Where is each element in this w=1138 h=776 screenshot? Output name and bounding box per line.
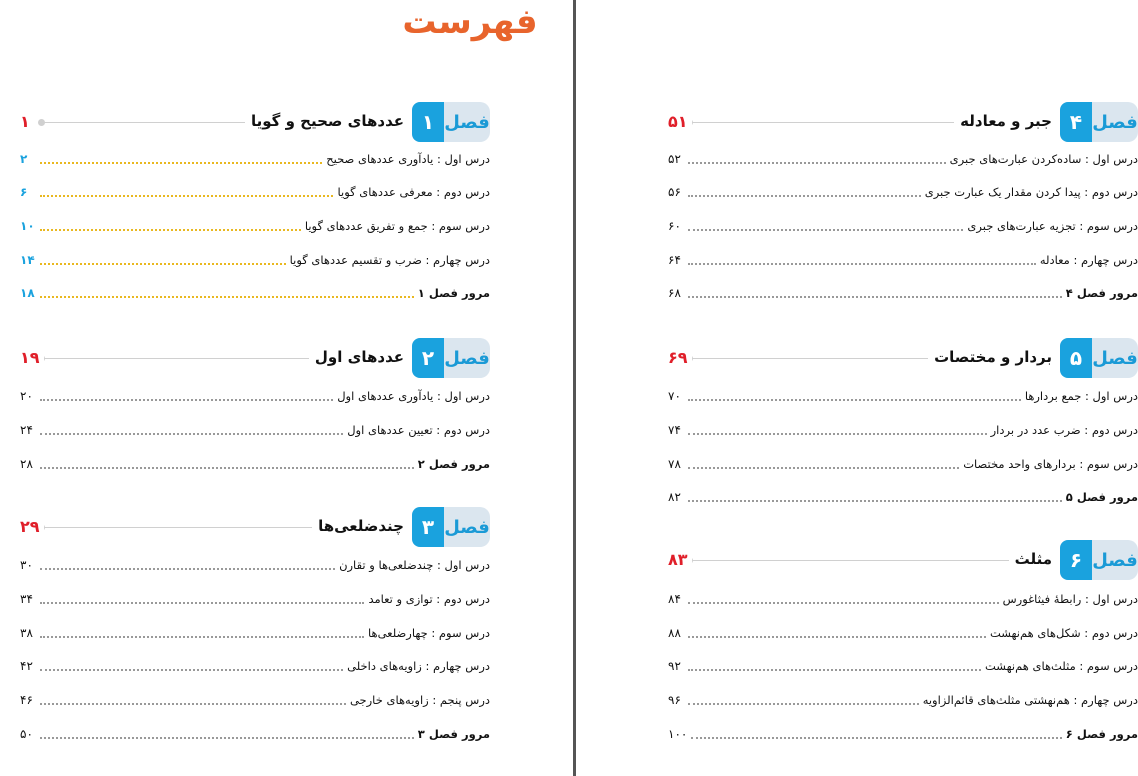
leader-dots bbox=[688, 288, 1062, 298]
chapter-page: ۸۳ bbox=[668, 550, 692, 569]
leader-dots bbox=[40, 391, 333, 401]
leader-dots bbox=[40, 154, 322, 164]
chapter-word: فصل bbox=[444, 102, 490, 142]
lesson-page: ۲ bbox=[20, 152, 28, 166]
chapter-number: ۴ bbox=[1060, 102, 1092, 142]
lesson-title: درس اول : یادآوری عددهای صحیح bbox=[326, 152, 490, 166]
chapter-title: عددهای صحیح و گویا bbox=[245, 112, 404, 130]
leader-dots bbox=[40, 628, 364, 638]
leader-dots bbox=[688, 459, 959, 469]
lesson-title: درس اول : یادآوری عددهای اول bbox=[337, 389, 490, 403]
chapter-header[interactable] bbox=[668, 102, 1138, 142]
lesson-title: درس دوم : پیدا کردن مقدار یک عبارت جبری bbox=[924, 185, 1138, 199]
lesson-page: ۱۸ bbox=[20, 286, 35, 300]
chapter-number: ۳ bbox=[412, 507, 444, 547]
leader-dots bbox=[40, 187, 333, 197]
lesson-page: ۲۰ bbox=[20, 389, 33, 403]
chapter-number: ۲ bbox=[412, 338, 444, 378]
lesson-entry[interactable] bbox=[20, 623, 490, 643]
leader-dots bbox=[40, 221, 301, 231]
lesson-page: ۶۸ bbox=[668, 286, 681, 300]
leader-dots bbox=[40, 594, 364, 604]
lesson-title: درس سوم : بردارهای واحد مختصات bbox=[963, 457, 1138, 471]
chapter-rule bbox=[688, 560, 1052, 561]
leader-dots bbox=[40, 255, 286, 265]
chapter-header[interactable] bbox=[668, 540, 1138, 580]
leader-dots bbox=[40, 695, 346, 705]
lesson-title: مرور فصل ۱ bbox=[417, 286, 490, 300]
lesson-title: درس دوم : ضرب عدد در بردار bbox=[990, 423, 1138, 437]
lesson-title: درس اول : جمع بردارها bbox=[1024, 389, 1138, 403]
lesson-page: ۵۶ bbox=[668, 185, 681, 199]
lesson-entry[interactable] bbox=[668, 250, 1138, 270]
lesson-entry[interactable] bbox=[20, 182, 490, 202]
leader-dots bbox=[688, 661, 981, 671]
lesson-entry[interactable] bbox=[668, 420, 1138, 440]
lesson-page: ۲۸ bbox=[20, 457, 33, 471]
lesson-entry[interactable] bbox=[20, 250, 490, 270]
lesson-entry[interactable] bbox=[668, 690, 1138, 710]
lesson-page: ۸۲ bbox=[668, 490, 681, 504]
chapter-title: عددهای اول bbox=[309, 348, 404, 366]
chapter-header[interactable] bbox=[20, 102, 490, 142]
lesson-entry[interactable] bbox=[20, 386, 490, 406]
lesson-page: ۶ bbox=[20, 185, 28, 199]
chapter-word: فصل bbox=[1092, 102, 1138, 142]
page-divider bbox=[573, 0, 576, 776]
chapter-word: فصل bbox=[1092, 338, 1138, 378]
chapter-page: ۲۹ bbox=[20, 517, 44, 536]
chapter-page: ۱۹ bbox=[20, 348, 44, 367]
lesson-page: ۹۶ bbox=[668, 693, 681, 707]
chapter-number: ۵ bbox=[1060, 338, 1092, 378]
lesson-page: ۳۸ bbox=[20, 626, 33, 640]
lesson-entry[interactable] bbox=[20, 283, 490, 303]
lesson-title: درس چهارم : ضرب و تقسیم عددهای گویا bbox=[289, 253, 490, 267]
chapter-header[interactable] bbox=[20, 338, 490, 378]
lesson-entry[interactable] bbox=[668, 216, 1138, 236]
chapter-number: ۶ bbox=[1060, 540, 1092, 580]
lesson-entry[interactable] bbox=[20, 454, 490, 474]
lesson-page: ۸۴ bbox=[668, 592, 681, 606]
lesson-entry[interactable] bbox=[668, 589, 1138, 609]
lesson-title: درس اول : چندضلعی‌ها و تقارن bbox=[339, 558, 490, 572]
lesson-title: مرور فصل ۳ bbox=[417, 727, 490, 741]
lesson-entry[interactable] bbox=[668, 656, 1138, 676]
leader-dots bbox=[688, 594, 999, 604]
chapter-title: مثلث bbox=[1009, 550, 1052, 568]
lesson-entry[interactable] bbox=[668, 149, 1138, 169]
lesson-entry[interactable] bbox=[20, 420, 490, 440]
lesson-page: ۷۴ bbox=[668, 423, 681, 437]
leader-dots bbox=[40, 459, 414, 469]
right-column bbox=[668, 0, 1138, 776]
lesson-page: ۶۰ bbox=[668, 219, 681, 233]
chapter-tab bbox=[412, 507, 490, 547]
leader-dots bbox=[688, 695, 919, 705]
lesson-entry[interactable] bbox=[668, 724, 1138, 744]
lesson-page: ۷۰ bbox=[668, 389, 681, 403]
lesson-entry[interactable] bbox=[20, 149, 490, 169]
lesson-title: درس دوم : معرفی عددهای گویا bbox=[337, 185, 490, 199]
lesson-title: درس سوم : تجزیه عبارت‌های جبری bbox=[967, 219, 1138, 233]
lesson-entry[interactable] bbox=[20, 690, 490, 710]
lesson-title: درس اول : رابطهٔ فیثاغورس bbox=[1002, 592, 1138, 606]
lesson-title: مرور فصل ۶ bbox=[1065, 727, 1138, 741]
leader-dots bbox=[688, 187, 921, 197]
chapter-header[interactable] bbox=[668, 338, 1138, 378]
lesson-entry[interactable] bbox=[668, 182, 1138, 202]
lesson-title: درس سوم : چهارضلعی‌ها bbox=[368, 626, 490, 640]
lesson-page: ۸۸ bbox=[668, 626, 681, 640]
lesson-page: ۱۰ bbox=[20, 219, 35, 233]
lesson-page: ۶۴ bbox=[668, 253, 681, 267]
lesson-title: درس دوم : تعیین عددهای اول bbox=[347, 423, 490, 437]
chapter-word: فصل bbox=[1092, 540, 1138, 580]
lesson-entry[interactable] bbox=[668, 454, 1138, 474]
chapter-tab bbox=[1060, 540, 1138, 580]
lesson-title: درس دوم : توازی و تعامد bbox=[368, 592, 490, 606]
chapter-tab bbox=[1060, 338, 1138, 378]
lesson-title: درس چهارم : معادله bbox=[1039, 253, 1138, 267]
leader-dots bbox=[688, 492, 1062, 502]
leader-dots bbox=[40, 729, 414, 739]
lesson-page: ۲۴ bbox=[20, 423, 33, 437]
chapter-page: ۵۱ bbox=[668, 112, 692, 131]
lesson-page: ۷۸ bbox=[668, 457, 681, 471]
lesson-page: ۹۲ bbox=[668, 659, 681, 673]
chapter-title: بردار و مختصات bbox=[928, 348, 1052, 366]
chapter-title: جبر و معادله bbox=[954, 112, 1052, 130]
leader-dots bbox=[688, 425, 987, 435]
lesson-title: درس سوم : جمع و تفریق عددهای گویا bbox=[304, 219, 490, 233]
chapter-number: ۱ bbox=[412, 102, 444, 142]
chapter-word: فصل bbox=[444, 338, 490, 378]
lesson-entry[interactable] bbox=[668, 623, 1138, 643]
lesson-page: ۳۴ bbox=[20, 592, 33, 606]
lesson-title: درس اول : ساده‌کردن عبارت‌های جبری bbox=[949, 152, 1138, 166]
lesson-page: ۵۰ bbox=[20, 727, 33, 741]
lesson-page: ۴۶ bbox=[20, 693, 33, 707]
lesson-entry[interactable] bbox=[20, 656, 490, 676]
chapter-page: ۱ bbox=[20, 112, 34, 131]
leader-dots bbox=[40, 661, 343, 671]
lesson-title: درس پنجم : زاویه‌های خارجی bbox=[349, 693, 490, 707]
leader-dots bbox=[688, 391, 1021, 401]
lesson-entry[interactable] bbox=[20, 216, 490, 236]
chapter-header[interactable] bbox=[20, 507, 490, 547]
lesson-page: ۳۰ bbox=[20, 558, 33, 572]
lesson-entry[interactable] bbox=[20, 724, 490, 744]
chapter-tab bbox=[1060, 102, 1138, 142]
lesson-entry[interactable] bbox=[668, 487, 1138, 507]
left-column bbox=[20, 0, 490, 776]
lesson-title: درس چهارم : هم‌نهشتی مثلث‌های قائم‌الزاویه bbox=[922, 693, 1138, 707]
lesson-entry[interactable] bbox=[20, 555, 490, 575]
chapter-tab bbox=[412, 102, 490, 142]
leader-dots bbox=[688, 255, 1036, 265]
lesson-title: درس دوم : شکل‌های هم‌نهشت bbox=[989, 626, 1138, 640]
lesson-title: درس سوم : مثلث‌های هم‌نهشت bbox=[985, 659, 1138, 673]
lesson-title: مرور فصل ۲ bbox=[417, 457, 490, 471]
lesson-entry[interactable] bbox=[668, 283, 1138, 303]
leader-dots bbox=[688, 221, 963, 231]
lesson-page: ۵۲ bbox=[668, 152, 681, 166]
lesson-title: درس چهارم : زاویه‌های داخلی bbox=[347, 659, 490, 673]
chapter-word: فصل bbox=[444, 507, 490, 547]
leader-dots bbox=[40, 425, 343, 435]
lesson-page: ۱۴ bbox=[20, 253, 35, 267]
lesson-entry[interactable] bbox=[20, 589, 490, 609]
leader-dots bbox=[40, 560, 335, 570]
leader-dots bbox=[40, 288, 414, 298]
lesson-entry[interactable] bbox=[668, 386, 1138, 406]
chapter-page: ۶۹ bbox=[668, 348, 692, 367]
chapter-title: چندضلعی‌ها bbox=[312, 517, 404, 535]
chapter-tab bbox=[412, 338, 490, 378]
lesson-title: مرور فصل ۵ bbox=[1065, 490, 1138, 504]
leader-dots bbox=[688, 628, 986, 638]
leader-dots bbox=[691, 729, 1061, 739]
rule-dot bbox=[38, 119, 45, 126]
lesson-page: ۴۲ bbox=[20, 659, 33, 673]
lesson-page: ۱۰۰ bbox=[668, 727, 688, 741]
leader-dots bbox=[688, 154, 946, 164]
lesson-title: مرور فصل ۴ bbox=[1065, 286, 1138, 300]
page-title: فهرست bbox=[402, 2, 538, 42]
